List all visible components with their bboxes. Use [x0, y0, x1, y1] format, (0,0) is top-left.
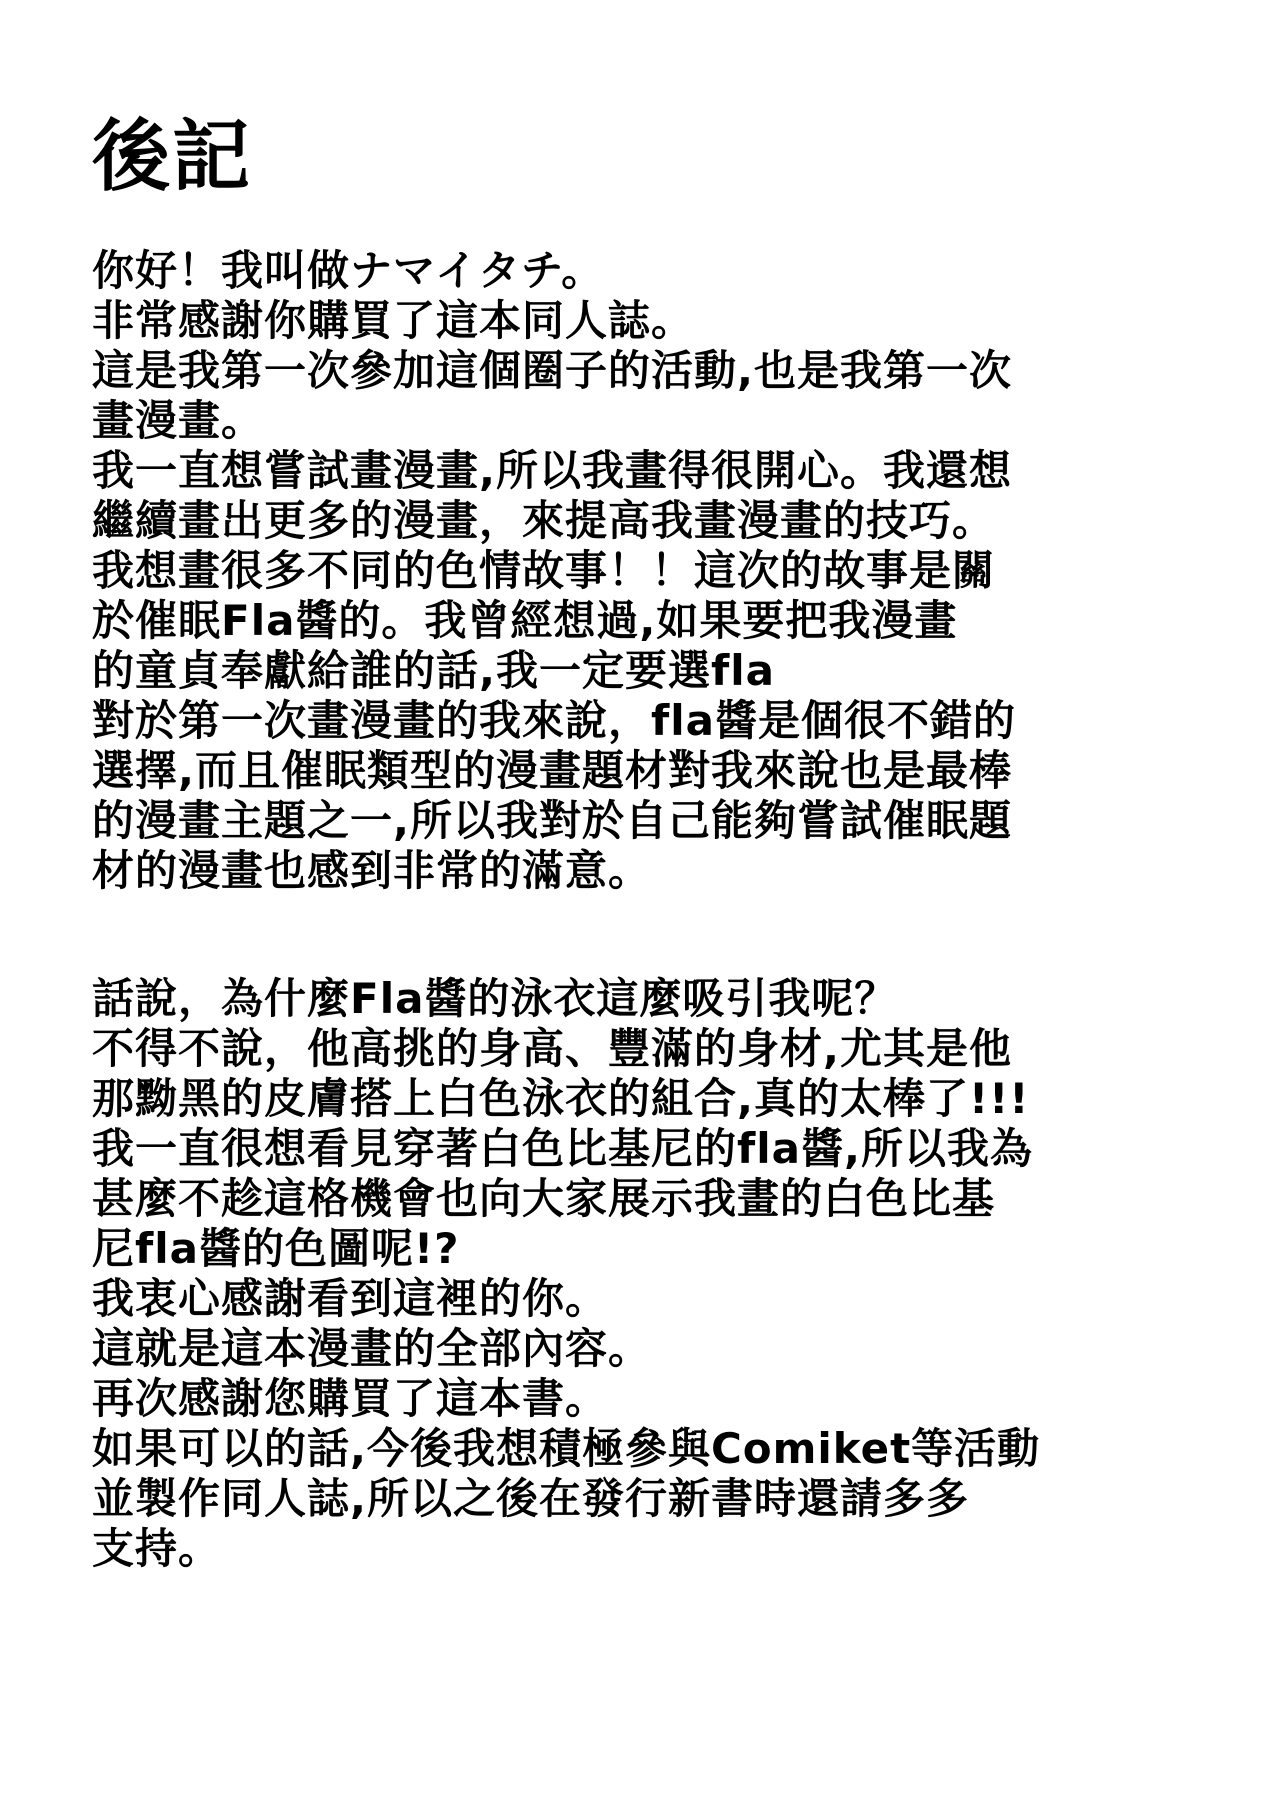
text-line: 尼fla醬的色圖呢!?: [92, 1224, 460, 1273]
text-line: 對於第一次畫漫畫的我來說，fla醬是個很不錯的: [92, 696, 1017, 745]
text-line: 你好！我叫做ナマイタチ。: [92, 246, 605, 295]
text-line: 這就是這本漫畫的全部內容。: [92, 1324, 652, 1373]
text-line: 材的漫畫也感到非常的滿意。: [92, 846, 652, 895]
text-line: 並製作同人誌,所以之後在發行新書時還請多多: [92, 1474, 969, 1523]
text-line: 於催眠Fla醬的。我曾經想過,如果要把我漫畫: [92, 596, 958, 645]
text-line: 話說，為什麼Fla醬的泳衣這麼吸引我呢？: [92, 974, 898, 1023]
text-line: 的童貞奉獻給誰的話,我一定要選fla: [92, 646, 775, 695]
afterword-body: [92, 246, 1232, 1574]
paragraph-2: [92, 974, 1232, 1574]
page-title: 後記: [92, 112, 253, 202]
text-line: 再次感謝您購買了這本書。: [92, 1374, 609, 1423]
text-line: 我想畫很多不同的色情故事！！這次的故事是關: [92, 546, 996, 595]
text-line: 我一直很想看見穿著白色比基尼的fla醬,所以我為: [92, 1124, 1033, 1173]
paragraph-1: [92, 246, 1232, 896]
text-line: 非常感謝你購買了這本同人誌。: [92, 296, 695, 345]
text-line: 我衷心感謝看到這裡的你。: [92, 1274, 609, 1323]
text-line: 的漫畫主題之一,所以我對於自己能夠嘗試催眠題: [92, 796, 1012, 845]
text-line: 畫漫畫。: [92, 396, 265, 445]
text-line: 這是我第一次參加這個圈子的活動,也是我第一次: [92, 346, 1012, 395]
text-line: 繼續畫出更多的漫畫，來提高我畫漫畫的技巧。: [92, 496, 996, 545]
text-line: 我一直想嘗試畫漫畫,所以我畫得很開心。我還想: [92, 446, 1012, 495]
text-line: 選擇,而且催眠類型的漫畫題材對我來說也是最棒: [92, 746, 1012, 795]
text-line: 那黝黑的皮膚搭上白色泳衣的組合,真的太棒了!!!: [92, 1074, 1030, 1123]
text-line: 支持。: [92, 1524, 222, 1573]
paragraph-spacer: [92, 896, 1232, 974]
text-line: 不得不說，他高挑的身高、豐滿的身材,尤其是他: [92, 1024, 1012, 1073]
text-line: 如果可以的話,今後我想積極參與Comiket等活動: [92, 1424, 1041, 1473]
text-line: 甚麼不趁這格機會也向大家展示我畫的白色比基: [92, 1174, 996, 1223]
